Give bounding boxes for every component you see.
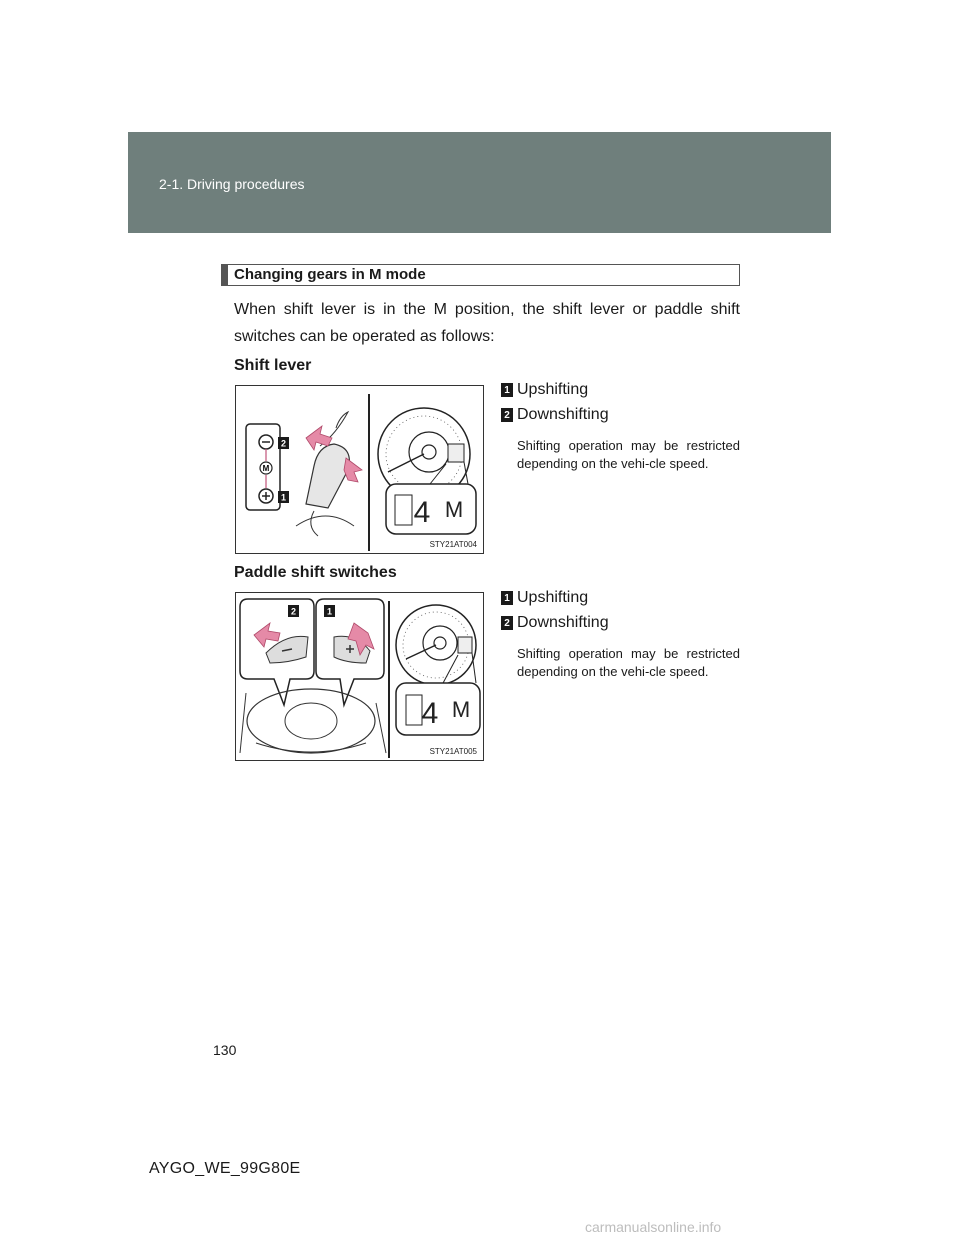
shift-lever-item-2 — [501, 405, 609, 425]
svg-text:2: 2 — [290, 606, 297, 617]
intro-paragraph: When shift lever is in the M position, the shift lever or paddle shift switches can be operated as follows: — [234, 301, 740, 345]
shift-display-gear: 4 — [413, 496, 431, 529]
shift-lever-figure-code: STY21AT004 — [429, 540, 477, 549]
paddle-figure-code: STY21AT005 — [429, 747, 477, 756]
paddle-figure — [235, 592, 484, 761]
item-label: Downshifting — [517, 614, 609, 631]
number-badge: 2 — [501, 616, 513, 630]
header-bar — [128, 132, 831, 233]
shift-lever-item-1 — [501, 380, 588, 400]
watermark[interactable]: carmanualsonline.info — [585, 1219, 722, 1235]
paddle-display-gear: 4 — [421, 697, 439, 730]
paddle-display-mode: M — [451, 697, 471, 722]
page-number: 130 — [213, 1042, 237, 1058]
heading-marker — [222, 265, 228, 285]
shift-lever-title: Shift lever — [234, 357, 312, 374]
paddle-title: Paddle shift switches — [234, 564, 397, 581]
paddle-item-2 — [501, 613, 609, 633]
number-badge: 2 — [501, 408, 513, 422]
number-badge: 1 — [501, 591, 513, 605]
paddle-item-1 — [501, 588, 588, 608]
item-label: Upshifting — [517, 589, 589, 606]
shift-lever-illustration — [236, 386, 485, 555]
item-label: Downshifting — [517, 406, 609, 423]
shift-display-mode: M — [444, 497, 464, 522]
item-label: Upshifting — [517, 381, 589, 398]
shift-lever-figure — [235, 385, 484, 554]
svg-text:1: 1 — [326, 606, 333, 617]
paddle-note: Shifting operation may be restricted depending on the vehi-cle speed. — [517, 646, 740, 679]
svg-text:1: 1 — [280, 492, 287, 503]
section-heading — [221, 264, 740, 286]
svg-text:2: 2 — [280, 438, 287, 449]
document-code: AYGO_WE_99G80E — [149, 1160, 301, 1177]
paddle-illustration — [236, 593, 485, 762]
shift-lever-note: Shifting operation may be restricted depending on the vehi-cle speed. — [517, 438, 740, 471]
lever-mode-letter: M — [262, 464, 270, 473]
number-badge: 1 — [501, 383, 513, 397]
section-title: Changing gears in M mode — [234, 266, 426, 283]
section-label: 2-1. Driving procedures — [159, 176, 305, 192]
